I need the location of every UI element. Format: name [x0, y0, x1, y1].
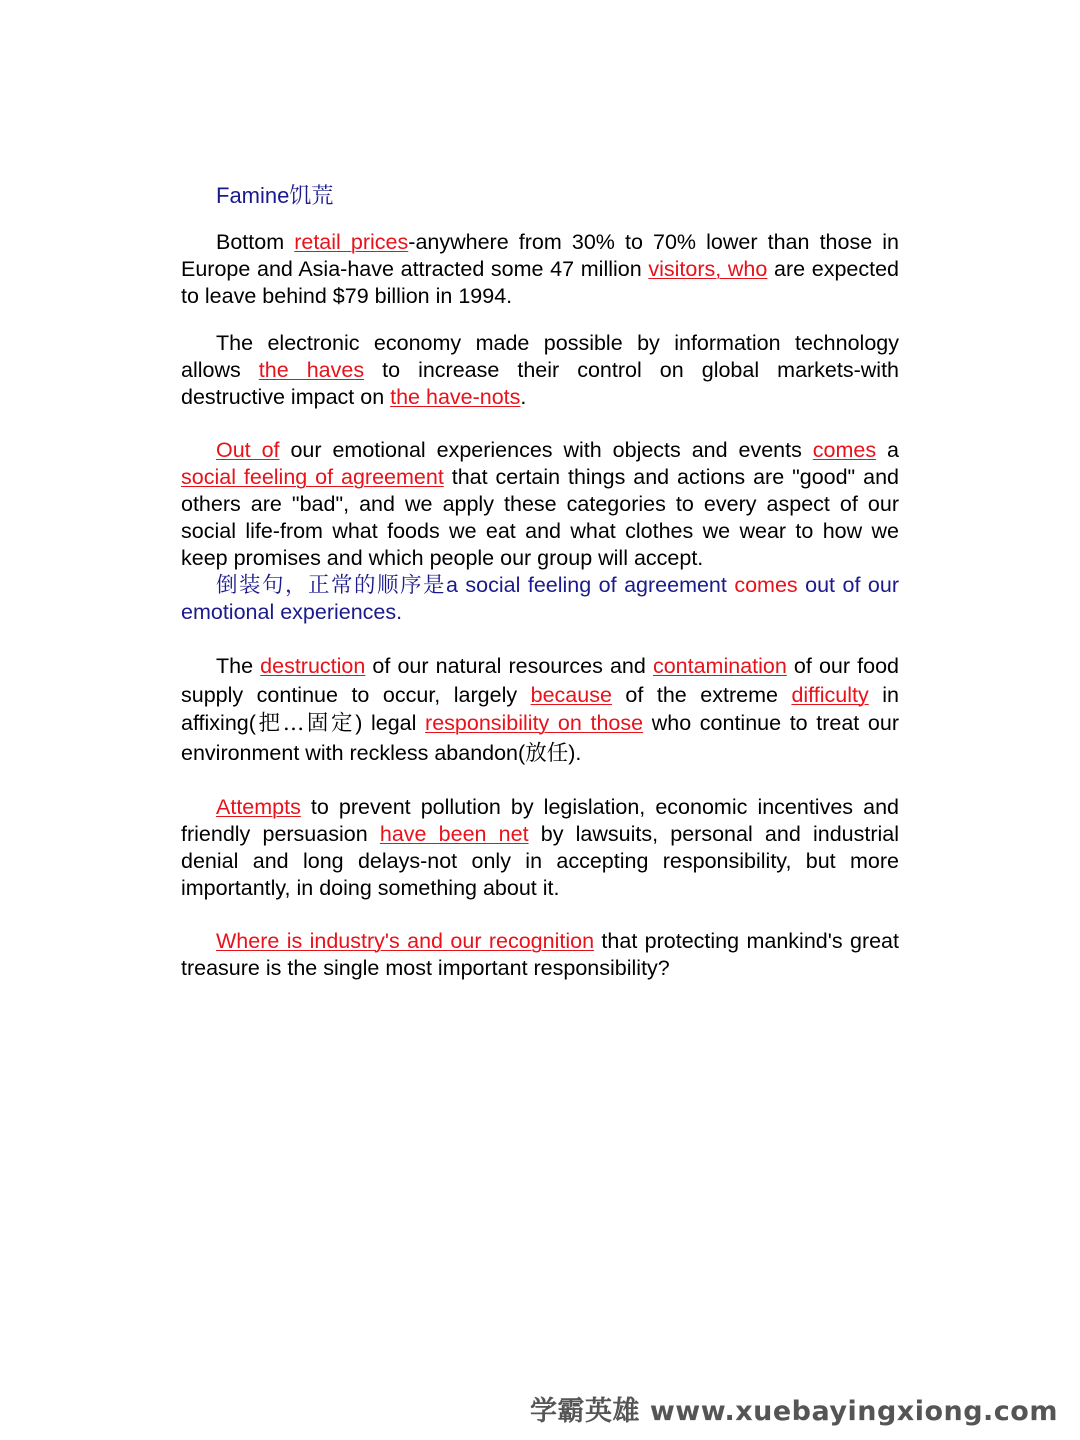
highlight-phrase: the have-nots: [390, 385, 521, 409]
highlight-phrase: visitors, who: [648, 257, 768, 281]
paragraph-2: The electronic economy made possible by information technology allows the haves to increase their control on global markets-with destructive impact on the have-nots.: [181, 331, 900, 409]
note-red-word: comes: [734, 573, 798, 597]
highlight-phrase: Attempts: [216, 795, 301, 819]
highlight-phrase: social feeling of agreement: [181, 465, 444, 489]
paragraph-5: Attempts to prevent pollution by legislation, economic incentives and friendly persuasion have been net by lawsuits, personal and industrial denial and long delays-not only in accepting responsibility, but more importantly, in doing something about it.: [181, 795, 899, 900]
document-page: [181, 180, 899, 1002]
title-chinese: 饥荒: [289, 184, 334, 209]
highlight-phrase: Where is industry's and our recognition: [216, 929, 595, 953]
highlight-phrase: the haves: [258, 358, 365, 382]
paragraph-6: Where is industry's and our recognition that protecting mankind's great treasure is the single most important responsibility?: [181, 929, 899, 980]
highlight-phrase: responsibility on those: [425, 711, 644, 735]
highlight-phrase: Out of: [216, 438, 280, 462]
note-chinese: 倒装句，正常的顺序是: [216, 573, 446, 598]
highlight-phrase: difficulty: [791, 682, 869, 707]
highlight-phrase: have been net: [379, 822, 529, 846]
paragraph-1: Bottom retail prices-anywhere from 30% to 70% lower than those in Europe and Asia-have attracted some 47 million visitors, who are expected to leave behind $79 billion in 1994.: [181, 230, 900, 308]
paragraph-3: Out of our emotional experiences with objects and events comes a social feeling of agreement that certain things and actions are "good" and others are "bad", and we apply these categories to every aspect of our social life-from what foods we eat and what clothes we wear to how we keep promises and which people our group will accept.: [181, 438, 899, 570]
grammar-note: 倒装句，正常的顺序是a social feeling of agreement comes out of our emotional experiences.: [181, 573, 899, 624]
site-watermark: 学霸英雄 www.xuebayingxiong.com: [529, 1396, 1058, 1427]
highlight-phrase: retail prices: [294, 230, 409, 254]
highlight-phrase: contamination: [652, 654, 787, 678]
highlight-phrase: comes: [812, 438, 877, 462]
highlight-phrase: because: [530, 682, 612, 707]
paragraph-4: The destruction of our natural resources and contamination of our food supply continue to occur, largely because of the extreme difficulty in affixing(把…固定) legal responsibility on those who continue to treat our environment with reckless abandon(放任).: [181, 654, 899, 766]
title-english: Famine: [216, 183, 290, 208]
highlight-phrase: destruction: [260, 654, 366, 678]
page-title: [181, 180, 899, 213]
